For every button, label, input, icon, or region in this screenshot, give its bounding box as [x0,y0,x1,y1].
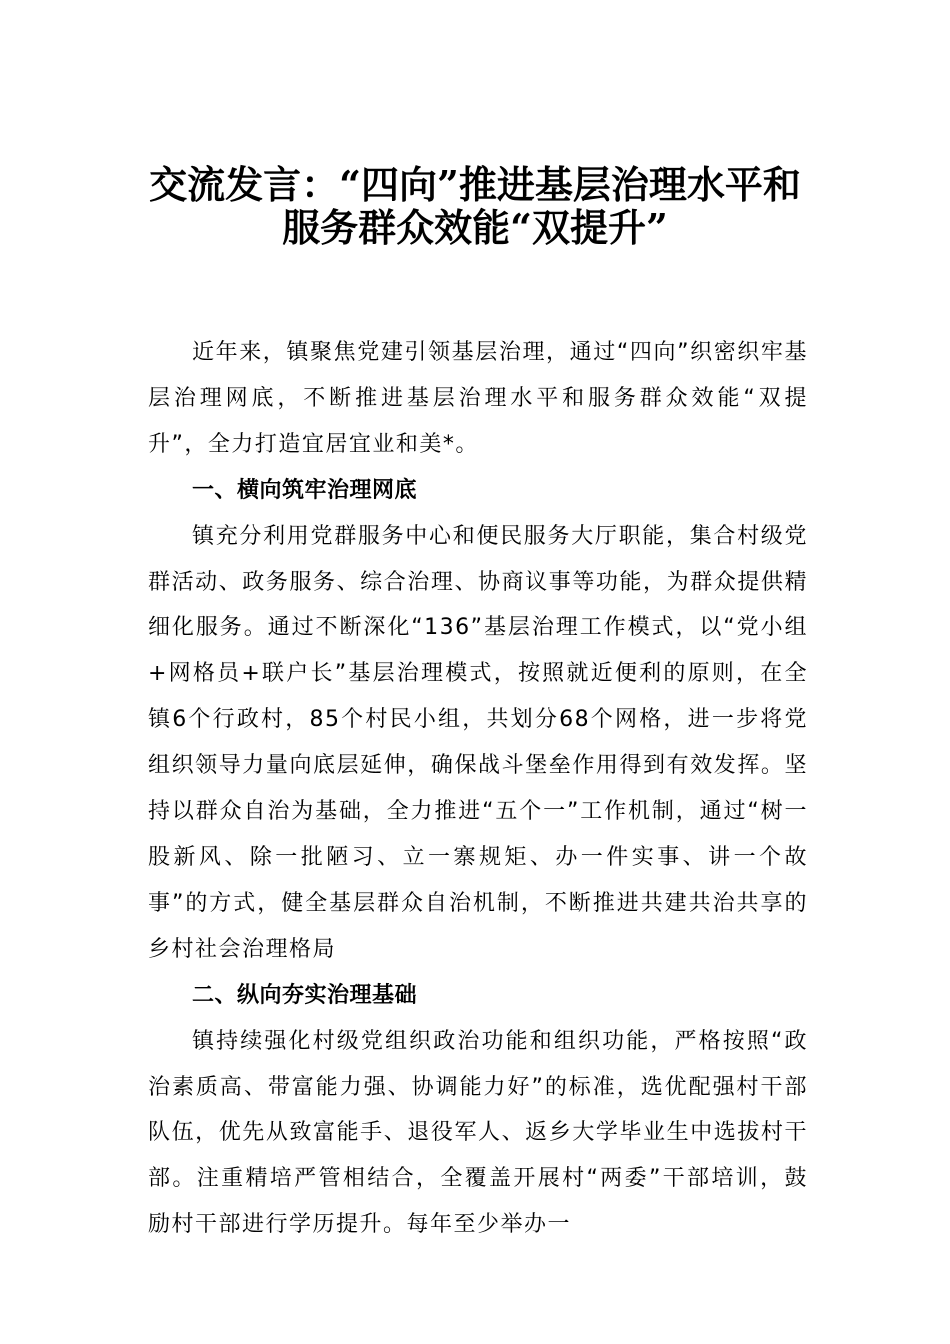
document-body [148,330,808,1248]
document-title-line-2: 服务群众效能“双提升” [282,205,668,250]
section-2-paragraph: 镇持续强化村级党组织政治功能和组织功能，严格按照“政治素质高、带富能力强、协调能力好”的标准，选优配强村干部队伍，优先从致富能手、退役军人、返乡大学毕业生中选拔村干部。注重精培严管相结合，全覆盖开展村“两委”干部培训，鼓励村干部进行学历提升。每年至少举办一 [148,1028,808,1238]
document-title-line-1: 交流发言：“四向”推进基层治理水平和 [149,162,801,207]
section-1-heading: 一、横向筑牢治理网底 [192,477,418,503]
intro-paragraph: 近年来，镇聚焦党建引领基层治理，通过“四向”织密织牢基层治理网底，不断推进基层治理水平和服务群众效能“双提升”，全力打造宜居宜业和美*。 [148,340,808,457]
section-1-paragraph: 镇充分利用党群服务中心和便民服务大厅职能，集合村级党群活动、政务服务、综合治理、协商议事等功能，为群众提供精细化服务。通过不断深化“136”基层治理工作模式，以“党小组+网格员+联户长”基层治理模式，按照就近便利的原则，在全镇6个行政村，85个村民小组，共划分68个网格，进一步将党组织领导力量向底层延伸，确保战斗堡垒作用得到有效发挥。坚持以群众自治为基础，全力推进“五个一”工作机制，通过“树一股新风、除一批陋习、立一寨规矩、办一件实事、讲一个故事”的方式，健全基层群众自治机制，不断推进共建共治共享的乡村社会治理格局 [148,523,808,962]
section-2-heading: 二、纵向夯实治理基础 [192,982,418,1008]
